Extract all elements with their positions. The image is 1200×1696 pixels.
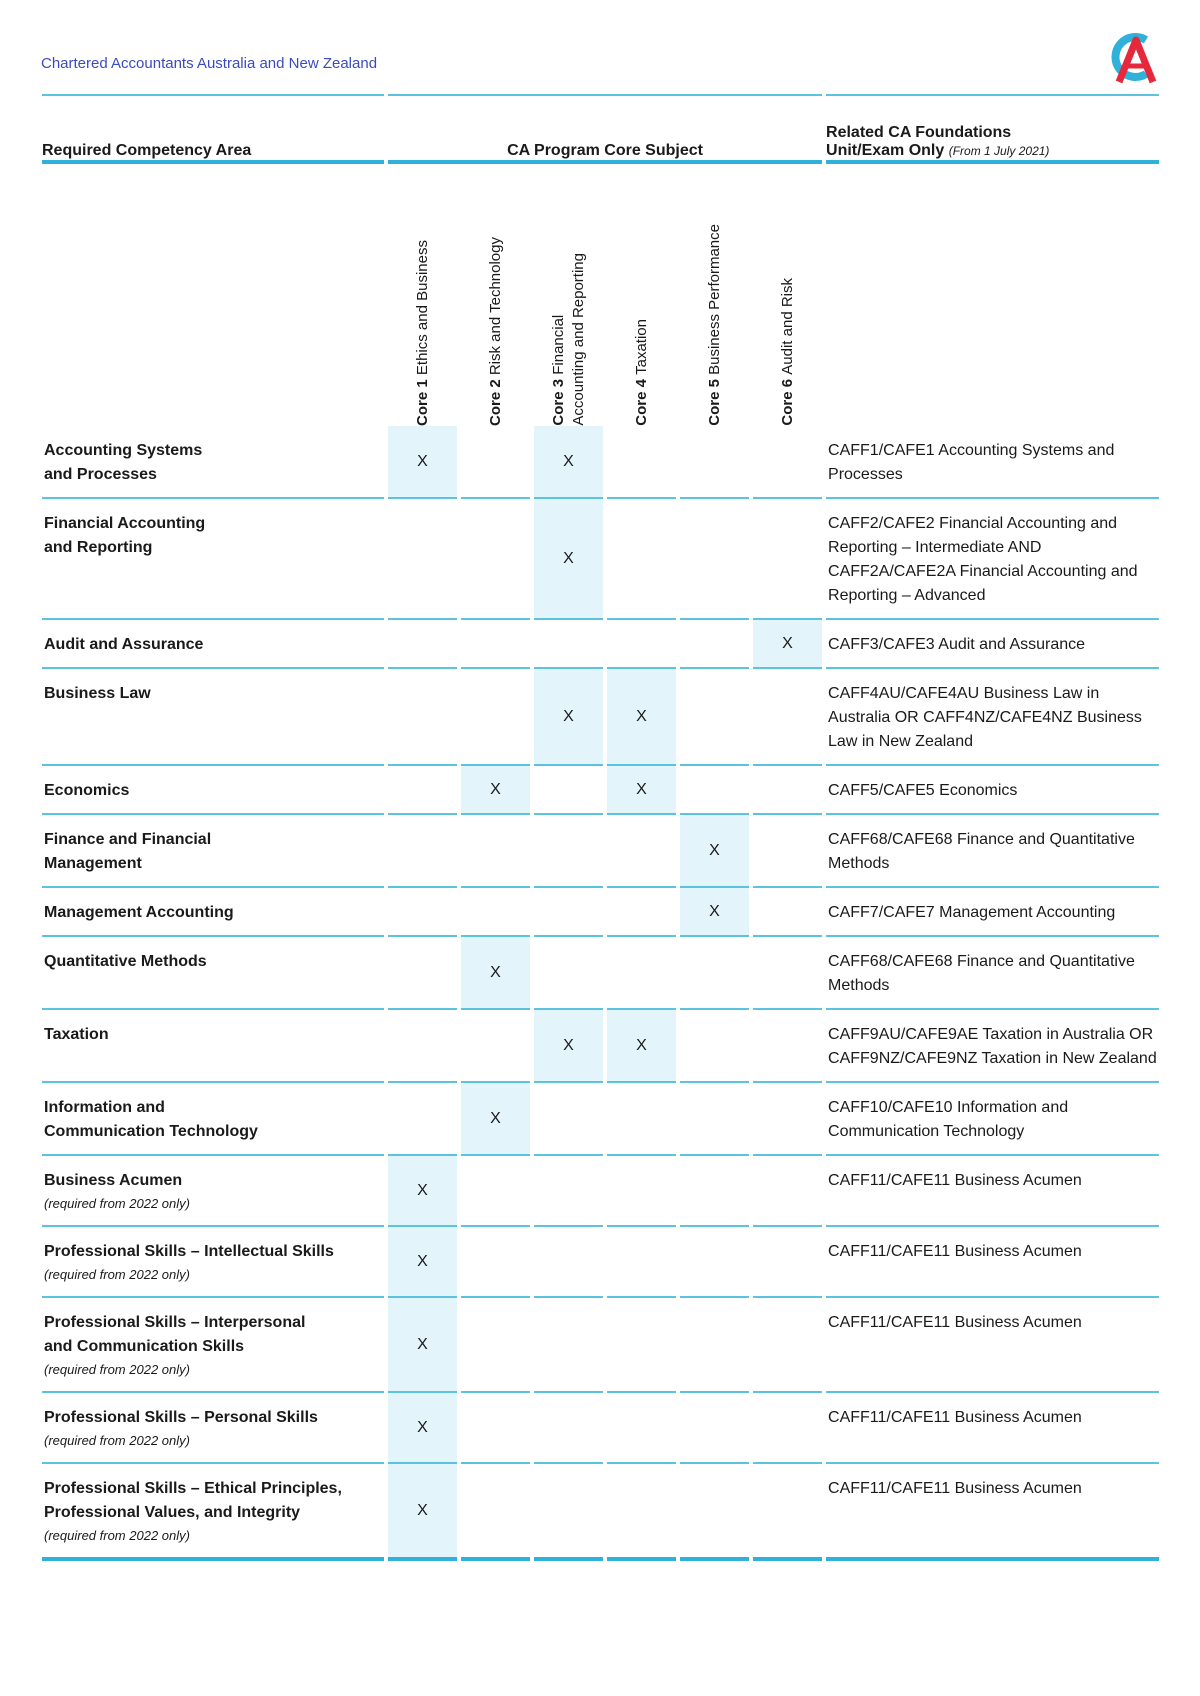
table-row [42, 1393, 1159, 1464]
core-5-cell [680, 620, 749, 669]
mark-x: X [563, 452, 574, 470]
related-foundation-cell: CAFF11/CAFE11 Business Acumen [826, 1393, 1159, 1464]
core-6-cell [753, 1393, 822, 1464]
core-3-cell [534, 1464, 603, 1561]
core-5-cell [680, 499, 749, 620]
core-1-cell [388, 499, 457, 620]
core-label-4 [607, 164, 676, 426]
core-6-cell [753, 1083, 822, 1156]
related-foundation-cell: CAFF3/CAFE3 Audit and Assurance [826, 620, 1159, 669]
competency-area-name: Taxation [44, 1026, 109, 1043]
core-1-cell [388, 1083, 457, 1156]
core-label-wrap [753, 164, 822, 426]
core-4-cell [607, 669, 676, 766]
competency-area-cell [42, 937, 384, 1010]
core-2-cell [461, 1227, 530, 1298]
core-labels-row [42, 164, 1159, 426]
core-number: Core 2 [486, 379, 504, 426]
core-label-wrap [607, 164, 676, 426]
core-5-cell [680, 1393, 749, 1464]
related-foundation-cell: CAFF68/CAFE68 Finance and Quantitative Methods [826, 937, 1159, 1010]
competency-area-cell [42, 1298, 384, 1393]
table-row [42, 937, 1159, 1010]
core-1-cell [388, 937, 457, 1010]
core-2-cell [461, 937, 530, 1010]
competency-area-name: Financial Accounting and Reporting [44, 515, 206, 556]
competency-area-cell [42, 1083, 384, 1156]
core-3-cell [534, 1010, 603, 1083]
competency-area-cell [42, 1156, 384, 1227]
core-2-cell [461, 1298, 530, 1393]
core-2-cell [461, 1083, 530, 1156]
competency-area-name: Professional Skills – Personal Skills [44, 1409, 318, 1426]
competency-area-cell [42, 888, 384, 937]
core-6-cell [753, 426, 822, 499]
core-number: Core 1 [413, 379, 431, 426]
mark-x: X [417, 1501, 428, 1519]
core-4-cell [607, 1393, 676, 1464]
mark-x: X [563, 549, 574, 567]
core-5-cell [680, 888, 749, 937]
table-row [42, 1298, 1159, 1393]
related-foundation-cell: CAFF11/CAFE11 Business Acumen [826, 1156, 1159, 1227]
table-header-row [42, 94, 1159, 164]
core-6-cell [753, 1298, 822, 1393]
core-3-cell [534, 766, 603, 815]
core-5-cell [680, 1464, 749, 1561]
core-4-cell [607, 1227, 676, 1298]
core-1-cell [388, 426, 457, 499]
empty-cell [826, 164, 1159, 426]
core-4-cell [607, 766, 676, 815]
table-row [42, 1156, 1159, 1227]
core-3-cell [534, 1393, 603, 1464]
core-3-cell [534, 1227, 603, 1298]
core-6-cell [753, 766, 822, 815]
core-6-cell [753, 888, 822, 937]
core-2-cell [461, 620, 530, 669]
core-6-cell [753, 669, 822, 766]
mark-x: X [636, 1036, 647, 1054]
core-2-cell [461, 1156, 530, 1227]
table-row [42, 888, 1159, 937]
competency-area-name: Accounting Systems and Processes [44, 442, 203, 483]
competency-area-name: Information and Communication Technology [44, 1099, 258, 1140]
core-3-cell [534, 669, 603, 766]
core-number: Core 5 [705, 379, 723, 426]
competency-area-cell [42, 620, 384, 669]
core-4-cell [607, 426, 676, 499]
core-number: Core 4 [632, 379, 650, 426]
core-1-cell [388, 1393, 457, 1464]
core-5-cell [680, 766, 749, 815]
core-3-cell [534, 888, 603, 937]
competency-area-name: Audit and Assurance [44, 636, 204, 653]
competency-table [38, 94, 1163, 1561]
table-row [42, 766, 1159, 815]
table-row [42, 1464, 1159, 1561]
core-2-cell [461, 426, 530, 499]
core-4-cell [607, 815, 676, 888]
core-name: Risk and Technology [486, 236, 504, 376]
related-foundation-cell: CAFF11/CAFE11 Business Acumen [826, 1298, 1159, 1393]
competency-area-name: Business Acumen [44, 1172, 183, 1189]
core-4-cell [607, 620, 676, 669]
core-5-cell [680, 1227, 749, 1298]
core-label-wrap [680, 164, 749, 426]
competency-area-name: Professional Skills – Ethical Principles, Professional Values, and Integrity [44, 1480, 342, 1521]
mark-x: X [417, 1181, 428, 1199]
core-3-cell [534, 1083, 603, 1156]
core-3-cell [534, 620, 603, 669]
ca-logo-icon [1106, 30, 1160, 84]
related-foundation-cell: CAFF68/CAFE68 Finance and Quantitative Methods [826, 815, 1159, 888]
table-row [42, 669, 1159, 766]
mark-x: X [563, 1036, 574, 1054]
competency-area-name: Professional Skills – Intellectual Skills [44, 1243, 334, 1260]
core-6-cell [753, 1010, 822, 1083]
related-foundation-cell: CAFF2/CAFE2 Financial Accounting and Reporting – Intermediate AND CAFF2A/CAFE2A Financial Accounting and Reporting – Advanced [826, 499, 1159, 620]
table-row [42, 620, 1159, 669]
core-name: Audit and Risk [778, 278, 796, 376]
core-6-cell [753, 1464, 822, 1561]
core-label-wrap [388, 164, 457, 426]
competency-area-cell [42, 1393, 384, 1464]
mark-x: X [636, 780, 647, 798]
competency-area-name: Economics [44, 782, 130, 799]
related-foundation-cell: CAFF5/CAFE5 Economics [826, 766, 1159, 815]
core-label-6 [753, 164, 822, 426]
core-1-cell [388, 1227, 457, 1298]
mark-x: X [417, 1252, 428, 1270]
core-label-wrap [534, 164, 603, 426]
core-2-cell [461, 766, 530, 815]
competency-area-name: Professional Skills – Interpersonal and Communication Skills [44, 1314, 306, 1355]
core-1-cell [388, 766, 457, 815]
related-foundation-cell: CAFF9AU/CAFE9AE Taxation in Australia OR CAFF9NZ/CAFE9NZ Taxation in New Zealand [826, 1010, 1159, 1083]
core-5-cell [680, 669, 749, 766]
related-foundation-cell: CAFF11/CAFE11 Business Acumen [826, 1464, 1159, 1561]
core-label-text [486, 237, 506, 426]
related-foundation-cell: CAFF11/CAFE11 Business Acumen [826, 1227, 1159, 1298]
core-6-cell [753, 815, 822, 888]
mark-x: X [417, 452, 428, 470]
mark-x: X [709, 902, 720, 920]
competency-area-cell [42, 815, 384, 888]
competency-area-cell [42, 1464, 384, 1561]
mark-x: X [417, 1418, 428, 1436]
core-4-cell [607, 888, 676, 937]
core-label-2 [461, 164, 530, 426]
core-6-cell [753, 1156, 822, 1227]
mark-x: X [709, 841, 720, 859]
core-number: Core 6 [778, 379, 796, 426]
competency-area-cell [42, 766, 384, 815]
header-related-note: (From 1 July 2021) [948, 144, 1050, 158]
competency-area-name: Quantitative Methods [44, 953, 207, 970]
core-5-cell [680, 815, 749, 888]
core-5-cell [680, 1083, 749, 1156]
core-6-cell [753, 499, 822, 620]
core-2-cell [461, 815, 530, 888]
core-name: Business Performance [705, 224, 723, 376]
core-4-cell [607, 1464, 676, 1561]
core-label-text [705, 224, 725, 426]
competency-area-note: (required from 2022 only) [44, 1196, 190, 1211]
core-4-cell [607, 1010, 676, 1083]
competency-area-name: Business Law [44, 685, 151, 702]
core-1-cell [388, 620, 457, 669]
header-related-line1: Related CA Foundations [826, 124, 1012, 141]
core-name: Taxation [632, 319, 650, 376]
core-name: Ethics and Business [413, 240, 431, 376]
mark-x: X [417, 1335, 428, 1353]
core-label-text [778, 278, 798, 426]
core-label-5 [680, 164, 749, 426]
core-1-cell [388, 815, 457, 888]
competency-area-name: Management Accounting [44, 904, 234, 921]
core-3-cell [534, 499, 603, 620]
core-3-cell [534, 426, 603, 499]
core-1-cell [388, 1010, 457, 1083]
core-5-cell [680, 937, 749, 1010]
competency-area-note: (required from 2022 only) [44, 1362, 190, 1377]
core-3-cell [534, 1298, 603, 1393]
related-foundation-cell: CAFF4AU/CAFE4AU Business Law in Australia OR CAFF4NZ/CAFE4NZ Business Law in New Zealand [826, 669, 1159, 766]
core-3-cell [534, 937, 603, 1010]
table-row [42, 1227, 1159, 1298]
mark-x: X [563, 707, 574, 725]
competency-area-cell [42, 1227, 384, 1298]
core-1-cell [388, 669, 457, 766]
table-row [42, 1010, 1159, 1083]
core-1-cell [388, 1156, 457, 1227]
core-5-cell [680, 1298, 749, 1393]
core-2-cell [461, 1393, 530, 1464]
core-4-cell [607, 1156, 676, 1227]
core-4-cell [607, 937, 676, 1010]
core-2-cell [461, 669, 530, 766]
core-4-cell [607, 499, 676, 620]
core-label-text [632, 319, 652, 426]
core-number: Core 3 [549, 379, 567, 426]
mark-x: X [490, 1109, 501, 1127]
core-5-cell [680, 426, 749, 499]
core-1-cell [388, 1298, 457, 1393]
mark-x: X [636, 707, 647, 725]
table-row [42, 1083, 1159, 1156]
core-label-1 [388, 164, 457, 426]
competency-area-note: (required from 2022 only) [44, 1433, 190, 1448]
table-row [42, 815, 1159, 888]
core-6-cell [753, 1227, 822, 1298]
header-related-foundations [826, 94, 1159, 164]
related-foundation-cell: CAFF7/CAFE7 Management Accounting [826, 888, 1159, 937]
competency-area-cell [42, 499, 384, 620]
core-4-cell [607, 1298, 676, 1393]
core-6-cell [753, 937, 822, 1010]
header-competency-area: Required Competency Area [42, 94, 384, 164]
competency-area-cell [42, 669, 384, 766]
core-name: Financial Accounting and Reporting [549, 253, 587, 426]
mark-x: X [490, 963, 501, 981]
core-label-wrap [461, 164, 530, 426]
competency-area-name: Finance and Financial Management [44, 831, 212, 872]
core-1-cell [388, 888, 457, 937]
core-label-3 [534, 164, 603, 426]
core-2-cell [461, 888, 530, 937]
competency-area-cell [42, 1010, 384, 1083]
core-1-cell [388, 1464, 457, 1561]
organization-name: Chartered Accountants Australia and New Zealand [41, 55, 378, 72]
empty-cell [42, 164, 384, 426]
core-2-cell [461, 1464, 530, 1561]
related-foundation-cell: CAFF1/CAFE1 Accounting Systems and Processes [826, 426, 1159, 499]
competency-area-note: (required from 2022 only) [44, 1528, 190, 1543]
core-4-cell [607, 1083, 676, 1156]
mark-x: X [490, 780, 501, 798]
core-5-cell [680, 1156, 749, 1227]
core-5-cell [680, 1010, 749, 1083]
core-3-cell [534, 1156, 603, 1227]
core-2-cell [461, 499, 530, 620]
related-foundation-cell: CAFF10/CAFE10 Information and Communication Technology [826, 1083, 1159, 1156]
core-2-cell [461, 1010, 530, 1083]
header-related-line2: Unit/Exam Only [826, 142, 945, 159]
table-row [42, 426, 1159, 499]
core-6-cell [753, 620, 822, 669]
header-core-subject: CA Program Core Subject [388, 94, 822, 164]
competency-area-cell [42, 426, 384, 499]
core-label-text [549, 253, 589, 426]
core-label-text [413, 240, 433, 426]
competency-area-note: (required from 2022 only) [44, 1267, 190, 1282]
table-row [42, 499, 1159, 620]
mark-x: X [782, 634, 793, 652]
core-3-cell [534, 815, 603, 888]
